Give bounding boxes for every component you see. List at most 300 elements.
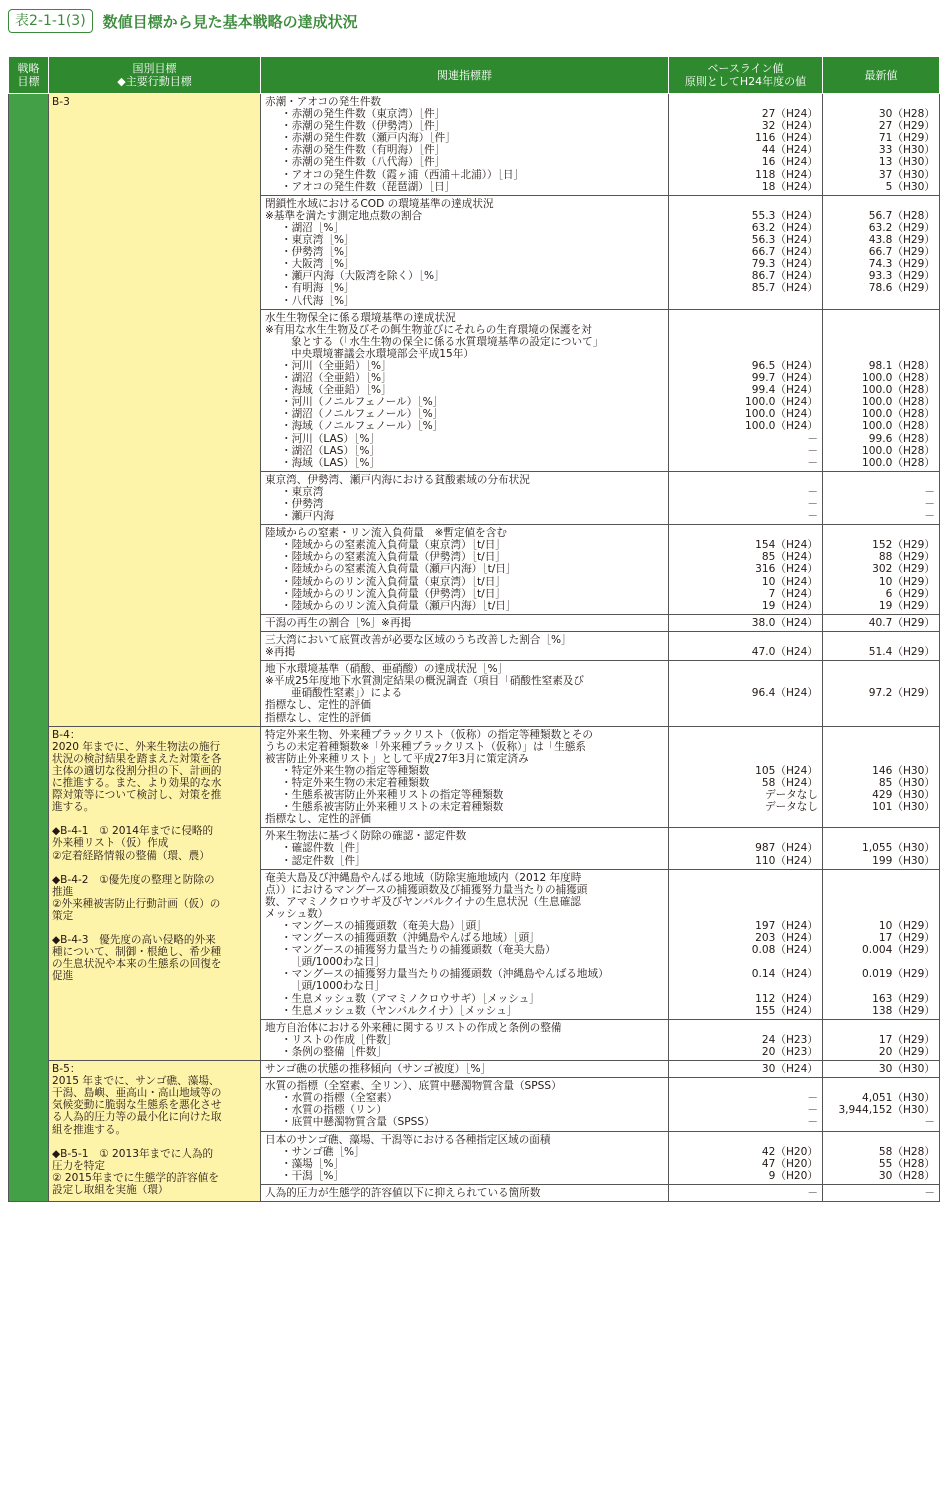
indicator-line: ・陸域からの窒素流入負荷量（東京湾）［t/日］ [281, 539, 506, 552]
goal-text-line [52, 862, 257, 874]
indicator-line: ・赤潮の発生件数（瀬戸内海）［件］ [281, 132, 456, 145]
latest-value [826, 753, 935, 765]
goal-text-line: 圧力を特定 [52, 1159, 105, 1172]
baseline-value [672, 348, 818, 360]
header-national-goal: 国別目標 ◆主要行動目標 [49, 57, 261, 94]
latest-value: 13（H30） [878, 156, 935, 169]
indicator-line: ・河川（ノニルフェノール）［%］ [281, 396, 444, 409]
goal-text-line: 2020 年までに、外来生物法の施行 [52, 740, 221, 753]
baseline-value: 0.08（H24） [751, 944, 818, 957]
latest-value: 43.8（H29） [868, 234, 935, 247]
indicator-line: ・陸域からの窒素流入負荷量（伊勢湾）［t/日］ [281, 551, 506, 564]
baseline-value: － [807, 444, 818, 457]
latest-value: 10（H29） [878, 575, 935, 588]
indicator-line: ・海域（全亜鉛）［%］ [281, 384, 392, 397]
baseline-value: 32（H24） [761, 120, 818, 133]
baseline-cell [669, 309, 823, 471]
indicator-cell [261, 614, 669, 631]
baseline-value: 18（H24） [761, 180, 818, 193]
indicator-line: ・湖沼（全亜鉛）［%］ [281, 372, 392, 385]
goal-text-line: 組を推進する。 [52, 1123, 127, 1136]
goal-text-line: 干潟、島嶼、亜高山・高山地域等の [52, 1087, 222, 1100]
indicator-line: ・陸域からのリン流入負荷量（伊勢湾）［t/日］ [281, 587, 506, 600]
indicator-line: ・確認件数［件］ [281, 842, 366, 855]
indicator-cell [261, 1184, 669, 1201]
indicator-line: ・東京湾 [281, 485, 324, 498]
goal-text-line: 進する。 [52, 801, 95, 814]
indicator-line: ・特定外来生物の指定等種類数 [281, 764, 430, 777]
latest-value [826, 634, 935, 646]
baseline-value: 9（H20） [768, 1169, 818, 1182]
latest-value: 100.0（H28） [862, 456, 935, 469]
baseline-cell [669, 1078, 823, 1131]
latest-value [826, 198, 935, 210]
header-indicators: 関連指標群 [261, 57, 669, 94]
latest-cell [823, 661, 940, 726]
national-goal-cell [49, 726, 261, 1060]
baseline-value: 10（H24） [761, 575, 818, 588]
indicator-line: ・マングースの捕獲頭数（奄美大島）［頭］ [281, 920, 487, 932]
indicator-line: ・赤潮の発生件数（有明海）［件］ [281, 144, 446, 157]
baseline-value: 112（H24） [755, 992, 818, 1005]
latest-value: 30（H28） [878, 1169, 935, 1182]
latest-value [826, 1134, 935, 1146]
baseline-value: 19（H24） [761, 599, 818, 612]
latest-value [826, 741, 935, 753]
latest-value: － [924, 485, 935, 498]
baseline-cell [669, 1061, 823, 1078]
latest-value: 152（H29） [872, 539, 935, 552]
latest-value [826, 474, 935, 486]
goal-text-line: 推進 [52, 885, 74, 898]
latest-value [826, 348, 935, 360]
latest-cell [823, 1078, 940, 1131]
latest-value [826, 908, 935, 920]
indicator-line: ・底質中懸濁物質含量（SPSS） [281, 1116, 435, 1129]
indicator-cell [261, 1131, 669, 1184]
latest-cell [823, 614, 940, 631]
table-title: 数値目標から見た基本戦略の達成状況 [102, 12, 358, 31]
latest-value: 58（H28） [878, 1145, 935, 1158]
latest-value [826, 830, 935, 842]
indicator-line: ・マングースの捕獲努力量当たりの捕獲頭数（沖縄島やんばる地域） [281, 968, 609, 981]
table-row [9, 94, 940, 196]
indicator-line: ※有用な水生生物及びその餌生物並びにそれらの生育環境の保護を対 [265, 323, 592, 336]
latest-value [826, 96, 935, 108]
indicator-line: ・マングースの捕獲努力量当たりの捕獲頭数（奄美大島） [281, 944, 556, 957]
baseline-value: － [807, 432, 818, 445]
baseline-value: 55.3（H24） [751, 209, 818, 222]
baseline-value: 58（H24） [761, 776, 818, 789]
indicator-line: 中央環境審議会水環境部会平成15年） [291, 347, 474, 360]
goal-text-line: 促進 [52, 970, 74, 983]
baseline-value [672, 1134, 818, 1146]
latest-value: 17（H29） [878, 1033, 935, 1046]
latest-cell [823, 1184, 940, 1201]
indicator-line: 特定外来生物、外来種ブラックリスト（仮称）の指定等種類数とその [265, 728, 593, 741]
goal-text-line [52, 922, 257, 934]
goal-text-line: ②定着経路情報の整備（環、農） [52, 849, 210, 862]
baseline-value: 42（H20） [761, 1145, 818, 1158]
indicator-line: ・サンゴ礁［%］ [281, 1145, 365, 1158]
latest-value: 30（H30） [878, 1063, 935, 1076]
latest-value [826, 729, 935, 741]
baseline-value: 154（H24） [755, 539, 818, 552]
indicator-cell [261, 471, 669, 524]
latest-value: 100.0（H28） [862, 420, 935, 433]
baseline-value [672, 699, 818, 711]
baseline-value: 96.5（H24） [751, 359, 818, 372]
goal-text-line: B-4： [52, 728, 81, 741]
latest-value: 100.0（H28） [862, 396, 935, 409]
latest-value: 30（H28） [878, 108, 935, 121]
indicator-line: ・水質の指標（リン） [281, 1104, 387, 1117]
latest-value: － [924, 498, 935, 510]
indicator-line: 陸域からの窒素・リン流入負荷量 ※暫定値を含む [265, 527, 507, 540]
goal-text-line: に推進する。また、より効果的な水 [52, 776, 222, 789]
indicator-cell [261, 195, 669, 309]
indicator-line: 指標なし、定性的評価 [265, 711, 371, 724]
indicator-cell [261, 869, 669, 1019]
latest-value [826, 324, 935, 336]
goal-text-line: 状況の検討結果を踏まえた対策を各 [52, 752, 222, 765]
latest-value [826, 527, 935, 539]
baseline-value: 203（H24） [755, 932, 818, 945]
baseline-value: 7（H24） [768, 587, 818, 600]
indicator-line: ・藻場［%］ [281, 1157, 345, 1170]
latest-value: 88（H29） [878, 551, 935, 564]
latest-value: 93.3（H29） [868, 270, 935, 283]
latest-value: 146（H30） [872, 764, 935, 777]
baseline-value [672, 712, 818, 724]
baseline-value [672, 527, 818, 539]
latest-cell [823, 1131, 940, 1184]
latest-value [826, 872, 935, 884]
latest-value [826, 813, 935, 825]
baseline-cell [669, 869, 823, 1019]
baseline-value [672, 729, 818, 741]
header-baseline: ベースライン値 原則としてH24年度の値 [669, 57, 823, 94]
latest-value: 27（H29） [878, 120, 935, 133]
baseline-value: データなし [765, 789, 818, 802]
indicator-line: 点））におけるマングースの捕獲頭数及び捕獲努力量当たりの捕獲頭 [265, 883, 588, 896]
indicator-line: ・条例の整備［件数］ [281, 1045, 387, 1058]
indicator-line: ・赤潮の発生件数（八代海）［件］ [281, 156, 446, 169]
goal-text-line: ◆B-5-1 ① 2013年までに人為的 [52, 1147, 214, 1160]
baseline-value: 47（H20） [761, 1157, 818, 1170]
table-row [9, 1061, 940, 1078]
indicator-line: 外来生物法に基づく防除の確認・認定件数 [265, 830, 467, 843]
latest-value: 163（H29） [872, 992, 935, 1005]
indicator-line: ・河川（全亜鉛）［%］ [281, 359, 392, 372]
goal-text-line: の生息状況や本来の生態系の回復を [52, 958, 222, 971]
header-latest: 最新値 [823, 57, 940, 94]
indicator-line: ・有明海［%］ [281, 282, 355, 295]
latest-cell [823, 195, 940, 309]
latest-value: 74.3（H29） [868, 258, 935, 271]
baseline-value: 100.0（H24） [745, 408, 818, 421]
indicator-line: ・陸域からの窒素流入負荷量（瀬戸内海）［t/日］ [281, 563, 517, 576]
latest-cell [823, 1019, 940, 1060]
latest-value: 51.4（H29） [868, 646, 935, 659]
latest-value [826, 980, 935, 992]
goal-text-line: 2015 年までに、サンゴ礁、藻場、 [52, 1075, 220, 1088]
indicator-line: 指標なし、定性的評価 [265, 813, 371, 826]
latest-value: 99.6（H28） [868, 432, 935, 445]
indicator-line: ・東京湾［%］ [281, 234, 355, 247]
indicator-line: 奄美大島及び沖縄島やんばる地域（防除実施地域内（2012 年度時 [265, 871, 582, 884]
indicator-cell [261, 525, 669, 615]
latest-value: 0.019（H29） [862, 968, 935, 981]
baseline-value: － [807, 1186, 818, 1199]
latest-value [826, 956, 935, 968]
baseline-value [672, 830, 818, 842]
indicator-cell [261, 1078, 669, 1131]
baseline-value: 63.2（H24） [751, 221, 818, 234]
indicator-line: ・海域（ノニルフェノール）［%］ [281, 420, 444, 433]
indicator-line: ・リストの作成［件数］ [281, 1033, 398, 1046]
baseline-value: 56.3（H24） [751, 234, 818, 247]
latest-cell [823, 309, 940, 471]
goal-text-line: ◆B-4-2 ①優先度の整理と防除の [52, 873, 215, 886]
indicator-line: ・赤潮の発生件数（東京湾）［件］ [281, 108, 446, 121]
baseline-value [672, 295, 818, 307]
baseline-value: 30（H24） [761, 1063, 818, 1076]
latest-value: 199（H30） [872, 854, 935, 867]
national-goal-cell [49, 1061, 261, 1202]
baseline-cell [669, 195, 823, 309]
latest-value: 3,944,152（H30） [838, 1104, 935, 1117]
indicator-line: ・生息メッシュ数（アマミノクロウサギ）［メッシュ］ [281, 992, 540, 1005]
baseline-cell [669, 661, 823, 726]
table-row [9, 726, 940, 828]
baseline-value: 987（H24） [755, 842, 818, 855]
latest-value: 85（H30） [878, 776, 935, 789]
baseline-value: 27（H24） [761, 108, 818, 121]
baseline-value: 44（H24） [761, 144, 818, 157]
baseline-value: － [807, 456, 818, 469]
indicator-line: ・湖沼［%］ [281, 221, 345, 234]
latest-value: 4,051（H30） [862, 1092, 935, 1105]
latest-value: 56.7（H28） [868, 209, 935, 222]
indicator-line: うちの未定着種類数※「外来種ブラックリスト（仮称）」は「生態系 [265, 740, 586, 753]
indicator-cell [261, 309, 669, 471]
indicator-line: 水生生物保全に係る環境基準の達成状況 [265, 311, 456, 324]
goal-text-line: ② 2015年までに生態学的許容値を [52, 1171, 219, 1184]
latest-value [826, 336, 935, 348]
indicator-line: ・大阪湾［%］ [281, 258, 355, 271]
baseline-value: 20（H23） [761, 1045, 818, 1058]
baseline-cell [669, 726, 823, 828]
national-goal-cell [49, 94, 261, 727]
indicator-cell [261, 828, 669, 869]
indicator-cell [261, 726, 669, 828]
baseline-value [672, 474, 818, 486]
latest-value: 63.2（H29） [868, 221, 935, 234]
baseline-value: 24（H23） [761, 1033, 818, 1046]
goal-text-line: 種について、制御・根絶し、希少種 [52, 946, 222, 959]
latest-value [826, 675, 935, 687]
baseline-value [672, 980, 818, 992]
latest-value [826, 663, 935, 675]
goal-text-line: B-5： [52, 1063, 81, 1076]
latest-cell [823, 828, 940, 869]
baseline-value: 197（H24） [755, 920, 818, 932]
indicator-line: ・伊勢湾 [281, 498, 324, 510]
header-strategy-goal: 戦略 目標 [9, 57, 49, 94]
baseline-value: データなし [765, 801, 818, 814]
indicator-line: 被害防止外来種リスト」として平成27年3月に策定済み [265, 752, 529, 765]
latest-value: 5（H30） [885, 180, 935, 193]
indicator-line: ・水質の指標（全窒素） [281, 1092, 398, 1105]
baseline-value: － [807, 485, 818, 498]
indicator-line: ※基準を満たす測定地点数の割合 [265, 209, 423, 222]
indicator-line: ・特定外来生物の未定着種類数 [281, 776, 430, 789]
latest-value [826, 1022, 935, 1034]
baseline-value [672, 753, 818, 765]
indicator-line: ・マングースの捕獲頭数（沖縄島やんばる地域）［頭］ [281, 932, 540, 945]
baseline-cell [669, 1019, 823, 1060]
indicator-cell [261, 1061, 669, 1078]
latest-value: 97.2（H29） [868, 687, 935, 700]
latest-value [826, 699, 935, 711]
latest-cell [823, 94, 940, 196]
baseline-cell [669, 1184, 823, 1201]
strategy-table [8, 56, 940, 1202]
baseline-value [672, 908, 818, 920]
indicator-line: 日本のサンゴ礁、藻場、干潟等における各種指定区域の面積 [265, 1133, 551, 1146]
latest-value [826, 884, 935, 896]
latest-value [826, 312, 935, 324]
indicator-line: ・赤潮の発生件数（伊勢湾）［件］ [281, 120, 446, 133]
baseline-value: － [807, 1116, 818, 1129]
baseline-value: 105（H24） [755, 764, 818, 777]
goal-text-line: 設定し取組を実施（環） [52, 1183, 169, 1196]
baseline-value [672, 336, 818, 348]
baseline-value: 100.0（H24） [745, 396, 818, 409]
latest-value: 100.0（H28） [862, 408, 935, 421]
baseline-cell [669, 525, 823, 615]
indicator-cell [261, 94, 669, 196]
baseline-value: 316（H24） [755, 563, 818, 576]
indicator-line: ［頭/1000わな日］ [291, 956, 386, 969]
baseline-value: － [807, 1092, 818, 1105]
baseline-value [672, 634, 818, 646]
indicator-line: ・海域（LAS）［%］ [281, 456, 381, 469]
goal-text-line: ◆B-4-1 ① 2014年までに侵略的 [52, 825, 214, 838]
goal-text-line: B-3 [52, 96, 70, 108]
baseline-value: 0.14（H24） [751, 968, 818, 981]
indicator-cell [261, 1019, 669, 1060]
baseline-value: 155（H24） [755, 1004, 818, 1017]
indicator-line: ・湖沼（ノニルフェノール）［%］ [281, 408, 444, 421]
baseline-value: 100.0（H24） [745, 420, 818, 433]
latest-value: 100.0（H28） [862, 372, 935, 385]
baseline-cell [669, 94, 823, 196]
goal-text-line: 気候変動に脆弱な生態系を悪化させ [52, 1099, 222, 1112]
indicator-line: ・八代海［%］ [281, 294, 355, 307]
latest-value: 100.0（H28） [862, 384, 935, 397]
baseline-value: 110（H24） [755, 854, 818, 867]
indicator-line: 数、アマミノクロウサギ及びヤンバルクイナの生息状況（生息確認 [265, 895, 581, 908]
indicator-line: サンゴ礁の状態の推移傾向（サンゴ被度）［%］ [265, 1063, 492, 1076]
baseline-value: 16（H24） [761, 156, 818, 169]
baseline-value: 118（H24） [755, 168, 818, 181]
latest-cell [823, 471, 940, 524]
baseline-cell [669, 1131, 823, 1184]
baseline-value [672, 96, 818, 108]
indicator-line: ・陸域からのリン流入負荷量（東京湾）［t/日］ [281, 575, 506, 588]
indicator-line: ・湖沼（LAS）［%］ [281, 444, 381, 457]
indicator-line: ・アオコの発生件数（霞ヶ浦（西浦＋北浦））［日］ [281, 168, 525, 181]
goal-text-line: 際対策等について検討し、対策を推 [52, 789, 222, 802]
baseline-value [672, 956, 818, 968]
latest-value: 71（H29） [878, 132, 935, 145]
baseline-value: － [807, 498, 818, 510]
baseline-value [672, 663, 818, 675]
indicator-line: ・瀬戸内海 [281, 510, 334, 523]
latest-value: 302（H29） [872, 563, 935, 576]
baseline-cell [669, 828, 823, 869]
baseline-value: 116（H24） [755, 132, 818, 145]
indicator-line: 人為的圧力が生態学的許容値以下に抑えられている箇所数 [265, 1186, 541, 1199]
latest-value: 19（H29） [878, 599, 935, 612]
indicator-line: 象とする（「水生生物の保全に係る水質環境基準の設定について」 [291, 335, 604, 348]
latest-cell [823, 869, 940, 1019]
baseline-value [672, 884, 818, 896]
latest-value: － [924, 1186, 935, 1199]
baseline-value: 99.4（H24） [751, 384, 818, 397]
indicator-line: メッシュ数） [265, 907, 329, 920]
latest-value: 40.7（H29） [868, 616, 935, 629]
indicator-line: 亜硝酸性窒素」）による [291, 687, 403, 700]
indicator-cell [261, 631, 669, 660]
latest-value: － [924, 510, 935, 523]
baseline-cell [669, 471, 823, 524]
latest-value [826, 712, 935, 724]
goal-text-line [52, 1136, 257, 1148]
latest-value: 10（H29） [878, 920, 935, 932]
indicator-line: ・干潟［%］ [281, 1169, 345, 1182]
indicator-line: 赤潮・アオコの発生件数 [265, 96, 382, 108]
goal-text-line: 主体の適切な役割分担の下、計画的 [52, 764, 222, 777]
latest-value: 138（H29） [872, 1004, 935, 1017]
indicator-line: 三大湾において底質改善が必要な区域のうち改善した割合［%］ [265, 633, 572, 646]
indicator-line: ・生態系被害防止外来種リストの指定等種類数 [281, 789, 504, 802]
latest-value: 20（H29） [878, 1045, 935, 1058]
latest-value: 55（H28） [878, 1157, 935, 1170]
latest-value: 101（H30） [872, 801, 935, 814]
latest-value [826, 896, 935, 908]
goal-text-line: 外来種リスト（仮）作成 [52, 837, 169, 850]
baseline-value [672, 198, 818, 210]
indicator-line: ・河川（LAS）［%］ [281, 432, 381, 445]
baseline-value [672, 1022, 818, 1034]
baseline-value: 38.0（H24） [751, 616, 818, 629]
indicator-line: 干潟の再生の割合［%］※再掲 [265, 616, 412, 629]
indicator-line: ・瀬戸内海（大阪湾を除く）［%］ [281, 270, 445, 283]
indicator-line: ［頭/1000わな日］ [291, 980, 386, 993]
latest-value: 33（H30） [878, 144, 935, 157]
latest-value [826, 1080, 935, 1092]
latest-cell [823, 525, 940, 615]
latest-value: － [924, 1116, 935, 1129]
latest-value: 37（H30） [878, 168, 935, 181]
indicator-line: ※平成25年度地下水質測定結果の概況調査（項目「硝酸性窒素及び [265, 675, 584, 688]
latest-cell [823, 631, 940, 660]
latest-value: 429（H30） [872, 789, 935, 802]
latest-value: 1,055（H30） [862, 842, 935, 855]
